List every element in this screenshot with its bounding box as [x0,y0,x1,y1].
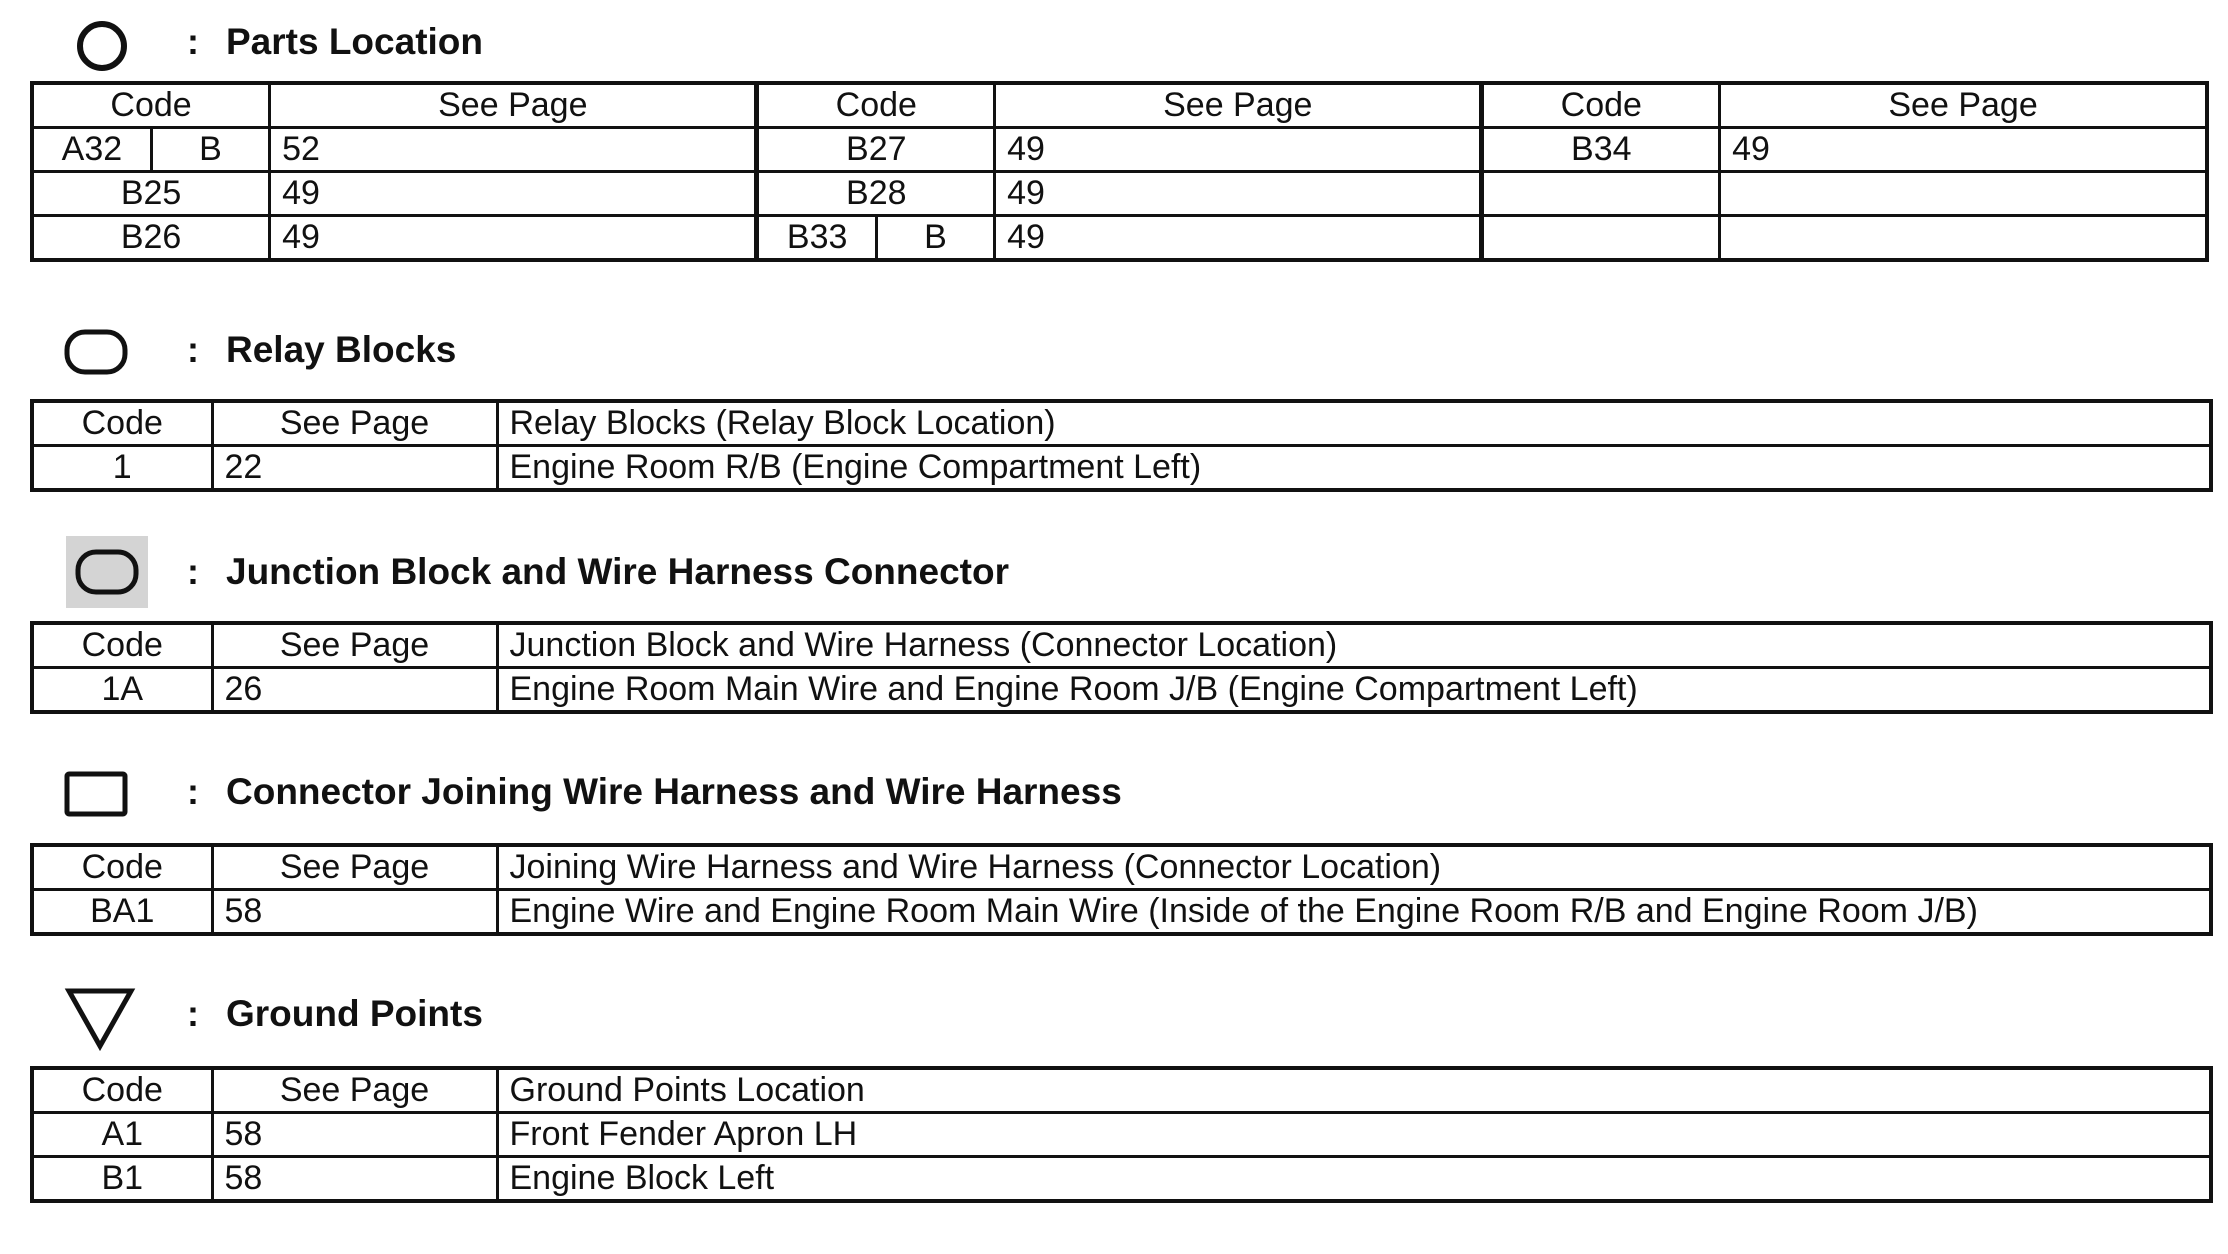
header-cell: Code [32,1068,212,1113]
page-cell: 58 [212,890,497,935]
header-cell: Code [32,83,270,128]
connector-joining-table [30,843,2213,936]
code-cell: B1 [32,1157,212,1202]
section-colon: : [187,21,199,62]
location-cell: Engine Block Left [497,1157,2211,1202]
junction-block-table [30,621,2213,714]
circle-icon [72,16,132,76]
page-cell [1720,216,2207,261]
connector-joining-heading [0,762,2228,832]
location-cell: Engine Room R/B (Engine Compartment Left) [497,446,2211,491]
code-cell: B34 [1482,128,1720,172]
code-sub-cell: B [151,128,269,172]
table-header-row [32,623,2211,668]
ground-points-table [30,1066,2213,1203]
header-cell: See Page [270,83,757,128]
table-row [32,1157,2211,1202]
section-title: Connector Joining Wire Harness and Wire Harness [226,771,1122,812]
code-cell: B28 [757,172,995,216]
section-colon: : [187,771,199,812]
section-colon: : [187,993,199,1034]
code-cell: B27 [757,128,995,172]
table-row [32,890,2211,935]
page-cell: 58 [212,1113,497,1157]
header-cell: Relay Blocks (Relay Block Location) [497,401,2211,446]
header-cell: Code [32,401,212,446]
junction-block-heading [0,536,2228,606]
code-cell: B25 [32,172,270,216]
page-cell: 58 [212,1157,497,1202]
location-cell: Engine Wire and Engine Room Main Wire (Inside of the Engine Room R/B and Engine Room J/B) [497,890,2211,935]
section-title: Junction Block and Wire Harness Connector [226,551,1009,592]
header-cell: See Page [212,401,497,446]
parts-location-heading [0,14,2228,84]
code-cell [1482,172,1720,216]
table-row [32,1113,2211,1157]
table-row [32,172,2207,216]
header-cell: See Page [995,83,1482,128]
page-cell: 49 [1720,128,2207,172]
header-cell: Code [32,845,212,890]
table-header-row [32,401,2211,446]
section-title: Relay Blocks [226,329,457,370]
page-cell: 26 [212,668,497,713]
section-colon: : [187,551,199,592]
location-cell: Engine Room Main Wire and Engine Room J/B (Engine Compartment Left) [497,668,2211,713]
code-cell [1482,216,1720,261]
code-cell: 1A [32,668,212,713]
location-cell: Front Fender Apron LH [497,1113,2211,1157]
table-header-row [32,1068,2211,1113]
code-cell: A32 [32,128,151,172]
page-cell: 49 [995,216,1482,261]
section-colon: : [187,329,199,370]
page-cell [1720,172,2207,216]
relay-blocks-table [30,399,2213,492]
code-cell: BA1 [32,890,212,935]
table-row [32,128,2207,172]
table-row [32,216,2207,261]
header-cell: See Page [1720,83,2207,128]
relay-blocks-heading [0,320,2228,390]
section-title: Parts Location [226,21,483,62]
shaded-rounded-rectangle-icon [66,536,148,608]
table-row [32,668,2211,713]
header-cell: Code [1482,83,1720,128]
page-cell: 49 [995,172,1482,216]
header-cell: Junction Block and Wire Harness (Connector Location) [497,623,2211,668]
ground-points-heading [0,982,2228,1052]
code-cell: B33 [757,216,876,261]
header-cell: See Page [212,845,497,890]
table-row [32,446,2211,491]
code-cell: 1 [32,446,212,491]
header-cell: See Page [212,1068,497,1113]
triangle-down-icon [62,984,142,1054]
rectangle-icon [62,768,132,824]
page-cell: 52 [270,128,757,172]
parts-location-table [30,81,2209,262]
rounded-rectangle-icon [62,326,132,382]
header-cell: Ground Points Location [497,1068,2211,1113]
header-cell: Code [757,83,995,128]
table-header-row [32,845,2211,890]
page-cell: 49 [270,172,757,216]
header-cell: Joining Wire Harness and Wire Harness (Connector Location) [497,845,2211,890]
table-header-row [32,83,2207,128]
header-cell: See Page [212,623,497,668]
rounded-rectangle-icon [66,536,148,608]
code-cell: A1 [32,1113,212,1157]
code-cell: B26 [32,216,270,261]
page-cell: 49 [995,128,1482,172]
code-sub-cell: B [876,216,994,261]
section-title: Ground Points [226,993,483,1034]
page-cell: 22 [212,446,497,491]
header-cell: Code [32,623,212,668]
page-cell: 49 [270,216,757,261]
